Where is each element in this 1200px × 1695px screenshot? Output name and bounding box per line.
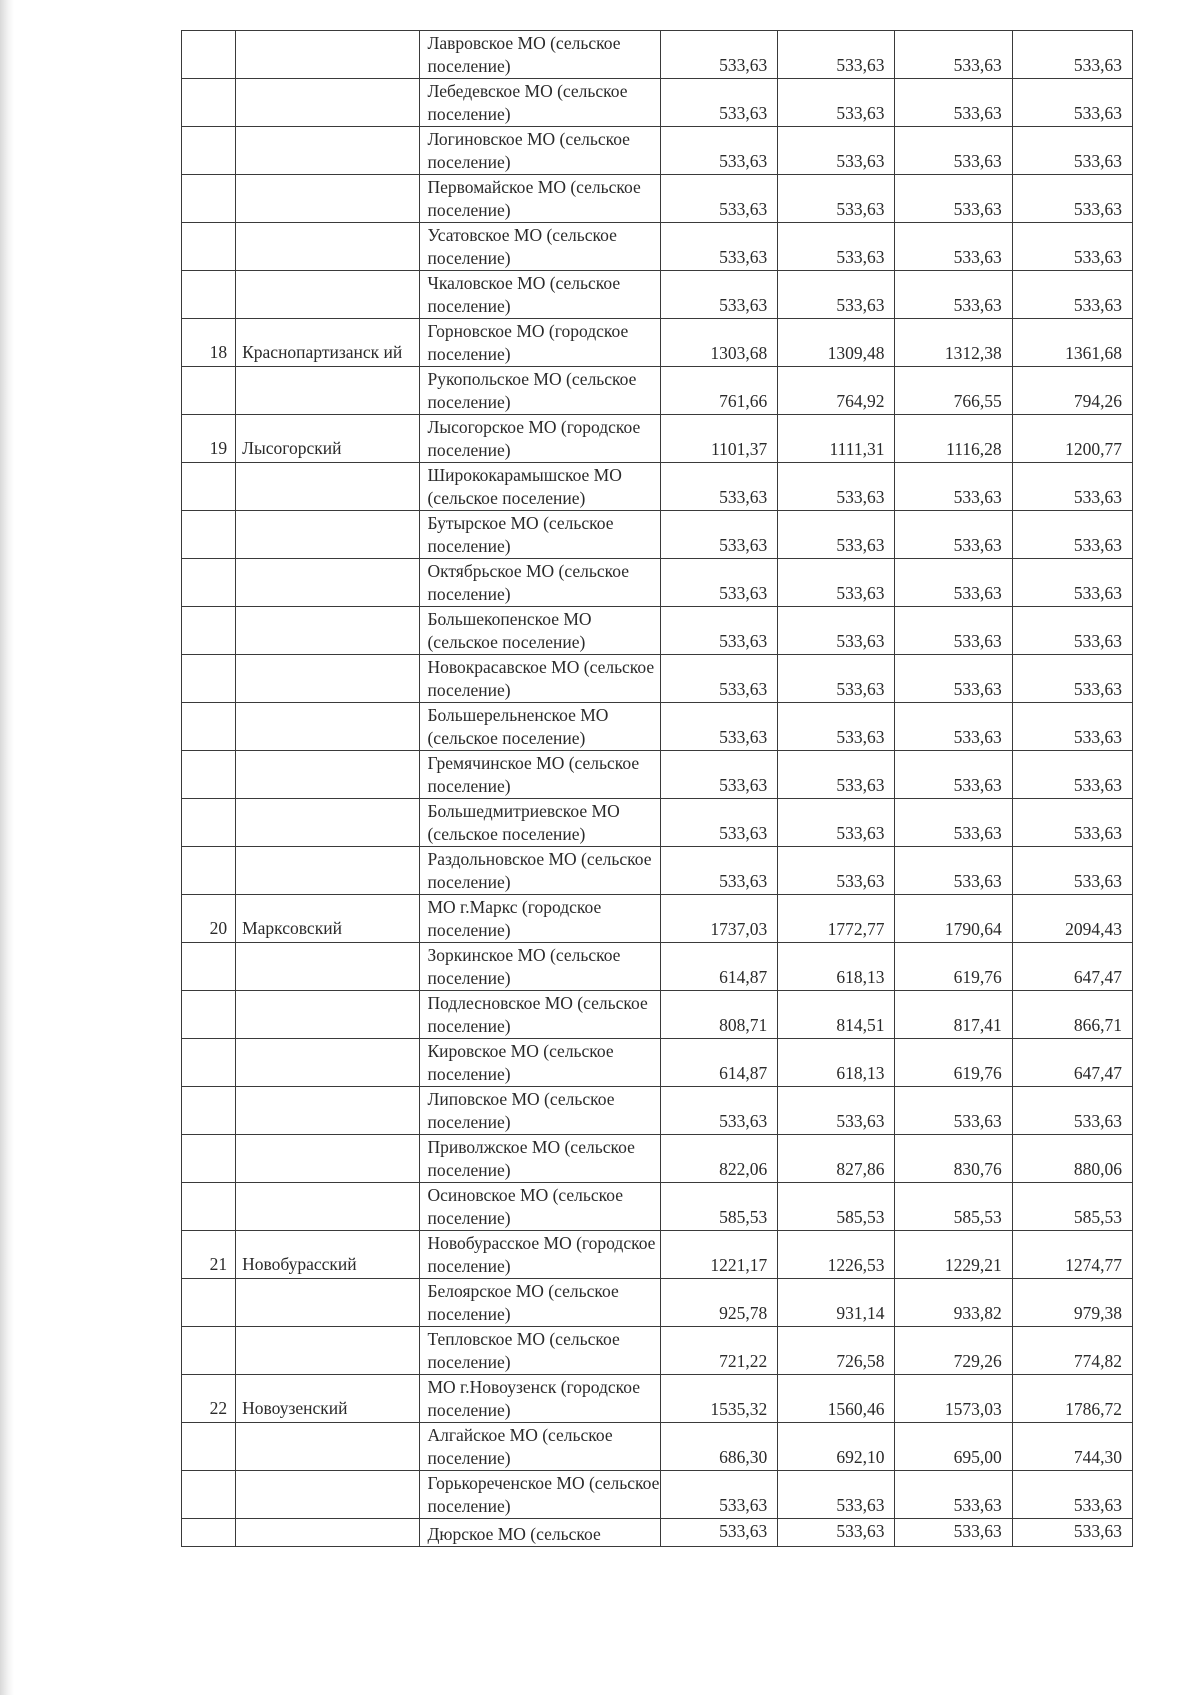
value-cell-4: 647,47 xyxy=(1012,943,1132,991)
municipality-cell xyxy=(420,1279,661,1327)
value-cell-2: 931,14 xyxy=(778,1279,895,1327)
table-row xyxy=(182,223,1133,271)
table-row xyxy=(182,415,1133,463)
value-cell-2: 1111,31 xyxy=(778,415,895,463)
value-cell-4: 794,26 xyxy=(1012,367,1132,415)
value-cell-1: 686,30 xyxy=(660,1423,777,1471)
value-cell-1: 533,63 xyxy=(660,31,777,79)
district-cell xyxy=(236,31,420,79)
value-cell-3: 1312,38 xyxy=(895,319,1012,367)
value-cell-1: 533,63 xyxy=(660,463,777,511)
value-cell-4: 533,63 xyxy=(1012,463,1132,511)
municipality-name: Большекопенское МО (сельское поселение) xyxy=(427,609,592,652)
value-cell-2: 533,63 xyxy=(778,31,895,79)
value-cell-4: 533,63 xyxy=(1012,1471,1132,1519)
value-cell-3: 1573,03 xyxy=(895,1375,1012,1423)
district-cell: Новобурасский xyxy=(236,1231,420,1279)
value-cell-2: 533,63 xyxy=(778,607,895,655)
municipality-name: Ширококарамышское МО (сельское поселение) xyxy=(427,465,622,508)
municipality-cell xyxy=(420,1087,661,1135)
value-cell-1: 533,63 xyxy=(660,1087,777,1135)
row-number-cell xyxy=(182,607,236,655)
table-row xyxy=(182,1519,1133,1547)
row-number-cell xyxy=(182,1471,236,1519)
value-cell-3: 533,63 xyxy=(895,175,1012,223)
value-cell-4: 533,63 xyxy=(1012,1519,1132,1547)
value-cell-1: 808,71 xyxy=(660,991,777,1039)
district-cell xyxy=(236,703,420,751)
municipality-cell xyxy=(420,367,661,415)
table-row xyxy=(182,367,1133,415)
municipality-name: Липовское МО (сельское поселение) xyxy=(427,1089,615,1132)
scan-edge-shadow xyxy=(0,0,14,1695)
row-number-cell: 20 xyxy=(182,895,236,943)
value-cell-3: 533,63 xyxy=(895,463,1012,511)
value-cell-2: 533,63 xyxy=(778,559,895,607)
table-row xyxy=(182,1279,1133,1327)
value-cell-4: 979,38 xyxy=(1012,1279,1132,1327)
table-row xyxy=(182,1327,1133,1375)
municipality-cell xyxy=(420,847,661,895)
district-cell xyxy=(236,367,420,415)
value-cell-3: 766,55 xyxy=(895,367,1012,415)
municipality-cell xyxy=(420,1327,661,1375)
district-cell xyxy=(236,655,420,703)
value-cell-2: 692,10 xyxy=(778,1423,895,1471)
district-cell xyxy=(236,1471,420,1519)
table-row xyxy=(182,1135,1133,1183)
value-cell-2: 1226,53 xyxy=(778,1231,895,1279)
value-cell-4: 1361,68 xyxy=(1012,319,1132,367)
municipality-name: Подлесновское МО (сельское поселение) xyxy=(427,993,648,1036)
value-cell-3: 817,41 xyxy=(895,991,1012,1039)
district-cell xyxy=(236,607,420,655)
value-cell-3: 830,76 xyxy=(895,1135,1012,1183)
value-cell-2: 533,63 xyxy=(778,655,895,703)
municipality-name: Большедмитриевское МО (сельское поселение) xyxy=(427,801,620,844)
municipality-name: Осиновское МО (сельское поселение) xyxy=(427,1185,623,1228)
table-row xyxy=(182,655,1133,703)
municipality-name: Зоркинское МО (сельское поселение) xyxy=(427,945,621,988)
table-row xyxy=(182,895,1133,943)
row-number-cell xyxy=(182,1327,236,1375)
value-cell-3: 533,63 xyxy=(895,1087,1012,1135)
table-row xyxy=(182,799,1133,847)
district-cell xyxy=(236,559,420,607)
district-cell: Лысогорский xyxy=(236,415,420,463)
table-row xyxy=(182,943,1133,991)
value-cell-4: 533,63 xyxy=(1012,1087,1132,1135)
value-cell-4: 533,63 xyxy=(1012,175,1132,223)
value-cell-1: 1221,17 xyxy=(660,1231,777,1279)
value-cell-3: 533,63 xyxy=(895,1471,1012,1519)
value-cell-1: 533,63 xyxy=(660,223,777,271)
value-cell-2: 533,63 xyxy=(778,1087,895,1135)
value-cell-2: 618,13 xyxy=(778,943,895,991)
value-cell-4: 533,63 xyxy=(1012,271,1132,319)
row-number-cell xyxy=(182,991,236,1039)
value-cell-2: 585,53 xyxy=(778,1183,895,1231)
row-number-cell xyxy=(182,511,236,559)
value-cell-3: 1116,28 xyxy=(895,415,1012,463)
value-cell-2: 618,13 xyxy=(778,1039,895,1087)
value-cell-4: 774,82 xyxy=(1012,1327,1132,1375)
value-cell-1: 925,78 xyxy=(660,1279,777,1327)
row-number-cell xyxy=(182,1087,236,1135)
value-cell-2: 1560,46 xyxy=(778,1375,895,1423)
municipality-cell xyxy=(420,1135,661,1183)
value-cell-1: 614,87 xyxy=(660,1039,777,1087)
municipality-cell xyxy=(420,31,661,79)
value-cell-3: 533,63 xyxy=(895,271,1012,319)
district-cell xyxy=(236,79,420,127)
table-row xyxy=(182,751,1133,799)
row-number-cell xyxy=(182,463,236,511)
value-cell-2: 533,63 xyxy=(778,79,895,127)
municipality-name: Гремячинское МО (сельское поселение) xyxy=(427,753,640,796)
district-cell xyxy=(236,1039,420,1087)
district-cell: Новоузенский xyxy=(236,1375,420,1423)
value-cell-4: 533,63 xyxy=(1012,799,1132,847)
district-cell xyxy=(236,1423,420,1471)
district-cell xyxy=(236,1135,420,1183)
value-cell-1: 533,63 xyxy=(660,127,777,175)
value-cell-2: 533,63 xyxy=(778,127,895,175)
value-cell-3: 695,00 xyxy=(895,1423,1012,1471)
value-cell-1: 533,63 xyxy=(660,559,777,607)
value-cell-1: 1101,37 xyxy=(660,415,777,463)
value-cell-4: 744,30 xyxy=(1012,1423,1132,1471)
value-cell-4: 533,63 xyxy=(1012,559,1132,607)
value-cell-3: 533,63 xyxy=(895,607,1012,655)
municipality-cell xyxy=(420,1231,661,1279)
municipal-table xyxy=(181,30,1133,1547)
row-number-cell xyxy=(182,79,236,127)
value-cell-3: 933,82 xyxy=(895,1279,1012,1327)
district-cell xyxy=(236,223,420,271)
value-cell-2: 726,58 xyxy=(778,1327,895,1375)
municipality-cell xyxy=(420,1039,661,1087)
value-cell-4: 533,63 xyxy=(1012,31,1132,79)
table-row xyxy=(182,1423,1133,1471)
value-cell-3: 533,63 xyxy=(895,79,1012,127)
row-number-cell xyxy=(182,223,236,271)
district-cell: Краснопартизанск ий xyxy=(236,319,420,367)
table-row xyxy=(182,607,1133,655)
value-cell-3: 1229,21 xyxy=(895,1231,1012,1279)
value-cell-4: 533,63 xyxy=(1012,511,1132,559)
table-row xyxy=(182,463,1133,511)
value-cell-2: 533,63 xyxy=(778,751,895,799)
value-cell-4: 647,47 xyxy=(1012,1039,1132,1087)
district-cell xyxy=(236,1519,420,1547)
district-cell xyxy=(236,1327,420,1375)
table-row xyxy=(182,319,1133,367)
row-number-cell xyxy=(182,1039,236,1087)
municipality-cell xyxy=(420,1471,661,1519)
table-row xyxy=(182,271,1133,319)
municipality-name: Рукопольское МО (сельское поселение) xyxy=(427,369,637,412)
value-cell-2: 533,63 xyxy=(778,703,895,751)
district-cell xyxy=(236,127,420,175)
municipality-cell xyxy=(420,79,661,127)
row-number-cell xyxy=(182,175,236,223)
value-cell-1: 1737,03 xyxy=(660,895,777,943)
table-row xyxy=(182,79,1133,127)
table-row xyxy=(182,1039,1133,1087)
row-number-cell xyxy=(182,1519,236,1547)
municipality-name: МО г.Маркс (городское поселение) xyxy=(427,897,602,940)
table-row xyxy=(182,1375,1133,1423)
value-cell-1: 533,63 xyxy=(660,1519,777,1547)
municipality-name: Большерельненское МО (сельское поселение) xyxy=(427,705,609,748)
municipality-name: Октябрьское МО (сельское поселение) xyxy=(427,561,629,604)
value-cell-3: 619,76 xyxy=(895,1039,1012,1087)
value-cell-1: 533,63 xyxy=(660,655,777,703)
value-cell-4: 533,63 xyxy=(1012,79,1132,127)
municipality-cell xyxy=(420,175,661,223)
municipality-name: Новобурасское МО (городское поселение) xyxy=(427,1233,656,1276)
municipality-cell xyxy=(420,607,661,655)
district-cell xyxy=(236,271,420,319)
value-cell-2: 533,63 xyxy=(778,1471,895,1519)
value-cell-4: 1274,77 xyxy=(1012,1231,1132,1279)
value-cell-3: 533,63 xyxy=(895,511,1012,559)
district-cell xyxy=(236,847,420,895)
municipality-cell xyxy=(420,1375,661,1423)
row-number-cell xyxy=(182,271,236,319)
municipality-name: Первомайское МО (сельское поселение) xyxy=(427,177,641,220)
row-number-cell xyxy=(182,943,236,991)
value-cell-1: 533,63 xyxy=(660,847,777,895)
value-cell-2: 533,63 xyxy=(778,463,895,511)
municipality-name: Логиновское МО (сельское поселение) xyxy=(427,129,630,172)
municipality-name: Усатовское МО (сельское поселение) xyxy=(427,225,617,268)
district-cell xyxy=(236,751,420,799)
table-row xyxy=(182,175,1133,223)
value-cell-3: 533,63 xyxy=(895,127,1012,175)
row-number-cell: 22 xyxy=(182,1375,236,1423)
row-number-cell xyxy=(182,751,236,799)
value-cell-2: 533,63 xyxy=(778,511,895,559)
municipality-name: Кировское МО (сельское поселение) xyxy=(427,1041,614,1084)
value-cell-1: 533,63 xyxy=(660,271,777,319)
value-cell-2: 764,92 xyxy=(778,367,895,415)
value-cell-4: 533,63 xyxy=(1012,223,1132,271)
municipality-cell xyxy=(420,127,661,175)
municipality-name: Алгайское МО (сельское поселение) xyxy=(427,1425,613,1468)
value-cell-3: 533,63 xyxy=(895,559,1012,607)
row-number-cell xyxy=(182,1183,236,1231)
table-row xyxy=(182,703,1133,751)
table-row xyxy=(182,127,1133,175)
value-cell-1: 533,63 xyxy=(660,79,777,127)
municipality-cell xyxy=(420,943,661,991)
value-cell-4: 533,63 xyxy=(1012,751,1132,799)
value-cell-2: 533,63 xyxy=(778,175,895,223)
municipality-cell xyxy=(420,1183,661,1231)
document-page xyxy=(181,30,1133,1547)
value-cell-3: 729,26 xyxy=(895,1327,1012,1375)
municipality-cell xyxy=(420,799,661,847)
table-body xyxy=(182,31,1133,1547)
value-cell-3: 533,63 xyxy=(895,799,1012,847)
district-cell xyxy=(236,463,420,511)
value-cell-3: 585,53 xyxy=(895,1183,1012,1231)
municipality-cell xyxy=(420,991,661,1039)
district-cell xyxy=(236,511,420,559)
value-cell-4: 585,53 xyxy=(1012,1183,1132,1231)
row-number-cell xyxy=(182,655,236,703)
row-number-cell xyxy=(182,1279,236,1327)
value-cell-4: 880,06 xyxy=(1012,1135,1132,1183)
row-number-cell xyxy=(182,127,236,175)
value-cell-4: 866,71 xyxy=(1012,991,1132,1039)
value-cell-3: 533,63 xyxy=(895,847,1012,895)
row-number-cell: 19 xyxy=(182,415,236,463)
table-row xyxy=(182,31,1133,79)
table-row xyxy=(182,1471,1133,1519)
municipality-cell xyxy=(420,1423,661,1471)
value-cell-3: 533,63 xyxy=(895,1519,1012,1547)
value-cell-4: 533,63 xyxy=(1012,127,1132,175)
value-cell-4: 1786,72 xyxy=(1012,1375,1132,1423)
value-cell-2: 814,51 xyxy=(778,991,895,1039)
municipality-cell xyxy=(420,511,661,559)
municipality-name: Лысогорское МО (городское поселение) xyxy=(427,417,641,460)
value-cell-1: 533,63 xyxy=(660,1471,777,1519)
value-cell-2: 533,63 xyxy=(778,847,895,895)
district-cell xyxy=(236,1087,420,1135)
value-cell-4: 1200,77 xyxy=(1012,415,1132,463)
municipality-name: Раздольновское МО (сельское поселение) xyxy=(427,849,652,892)
municipality-cell xyxy=(420,751,661,799)
value-cell-1: 585,53 xyxy=(660,1183,777,1231)
table-row xyxy=(182,1087,1133,1135)
row-number-cell xyxy=(182,847,236,895)
value-cell-1: 533,63 xyxy=(660,751,777,799)
value-cell-3: 619,76 xyxy=(895,943,1012,991)
value-cell-4: 533,63 xyxy=(1012,703,1132,751)
value-cell-2: 533,63 xyxy=(778,271,895,319)
table-row xyxy=(182,559,1133,607)
row-number-cell xyxy=(182,1423,236,1471)
row-number-cell xyxy=(182,559,236,607)
value-cell-1: 533,63 xyxy=(660,175,777,223)
table-row xyxy=(182,1231,1133,1279)
municipality-name: Горькореченское МО (сельское поселение) xyxy=(427,1473,660,1516)
row-number-cell: 18 xyxy=(182,319,236,367)
value-cell-1: 822,06 xyxy=(660,1135,777,1183)
value-cell-2: 533,63 xyxy=(778,799,895,847)
value-cell-4: 2094,43 xyxy=(1012,895,1132,943)
table-row xyxy=(182,511,1133,559)
row-number-cell: 21 xyxy=(182,1231,236,1279)
municipality-cell xyxy=(420,271,661,319)
value-cell-4: 533,63 xyxy=(1012,607,1132,655)
municipality-cell xyxy=(420,895,661,943)
value-cell-2: 1309,48 xyxy=(778,319,895,367)
row-number-cell xyxy=(182,703,236,751)
table-row xyxy=(182,847,1133,895)
district-cell xyxy=(236,175,420,223)
row-number-cell xyxy=(182,799,236,847)
value-cell-1: 533,63 xyxy=(660,607,777,655)
value-cell-1: 533,63 xyxy=(660,511,777,559)
municipality-cell xyxy=(420,319,661,367)
municipality-name: Горновское МО (городское поселение) xyxy=(427,321,629,364)
municipality-name: Новокрасавское МО (сельское поселение) xyxy=(427,657,655,700)
value-cell-4: 533,63 xyxy=(1012,655,1132,703)
district-cell xyxy=(236,1279,420,1327)
value-cell-2: 827,86 xyxy=(778,1135,895,1183)
municipality-name: Чкаловское МО (сельское поселение) xyxy=(427,273,621,316)
value-cell-1: 761,66 xyxy=(660,367,777,415)
municipality-name: Лебедевское МО (сельское поселение) xyxy=(427,81,628,124)
row-number-cell xyxy=(182,1135,236,1183)
municipality-name: Приволжское МО (сельское поселение) xyxy=(427,1137,635,1180)
value-cell-3: 533,63 xyxy=(895,31,1012,79)
municipality-name: МО г.Новоузенск (городское поселение) xyxy=(427,1377,641,1420)
district-cell xyxy=(236,943,420,991)
value-cell-3: 533,63 xyxy=(895,751,1012,799)
district-cell xyxy=(236,799,420,847)
municipality-cell xyxy=(420,463,661,511)
municipality-name: Бутырское МО (сельское поселение) xyxy=(427,513,614,556)
district-cell: Марксовский xyxy=(236,895,420,943)
municipality-name: Белоярское МО (сельское поселение) xyxy=(427,1281,619,1324)
value-cell-3: 533,63 xyxy=(895,655,1012,703)
municipality-name: Лавровское МО (сельское поселение) xyxy=(427,33,621,76)
value-cell-3: 533,63 xyxy=(895,223,1012,271)
value-cell-2: 533,63 xyxy=(778,1519,895,1547)
municipality-cell xyxy=(420,1519,661,1547)
value-cell-4: 533,63 xyxy=(1012,847,1132,895)
row-number-cell xyxy=(182,31,236,79)
value-cell-3: 1790,64 xyxy=(895,895,1012,943)
district-cell xyxy=(236,991,420,1039)
municipality-cell xyxy=(420,415,661,463)
value-cell-1: 533,63 xyxy=(660,703,777,751)
value-cell-3: 533,63 xyxy=(895,703,1012,751)
value-cell-1: 614,87 xyxy=(660,943,777,991)
value-cell-2: 1772,77 xyxy=(778,895,895,943)
district-cell xyxy=(236,1183,420,1231)
municipality-cell xyxy=(420,559,661,607)
row-number-cell xyxy=(182,367,236,415)
value-cell-2: 533,63 xyxy=(778,223,895,271)
table-row xyxy=(182,991,1133,1039)
municipality-name: Тепловское МО (сельское поселение) xyxy=(427,1329,620,1372)
municipality-name: Дюрское МО (сельское xyxy=(427,1524,601,1544)
value-cell-1: 533,63 xyxy=(660,799,777,847)
value-cell-1: 721,22 xyxy=(660,1327,777,1375)
municipality-cell xyxy=(420,223,661,271)
municipality-cell xyxy=(420,703,661,751)
municipality-cell xyxy=(420,655,661,703)
table-row xyxy=(182,1183,1133,1231)
value-cell-1: 1535,32 xyxy=(660,1375,777,1423)
value-cell-1: 1303,68 xyxy=(660,319,777,367)
